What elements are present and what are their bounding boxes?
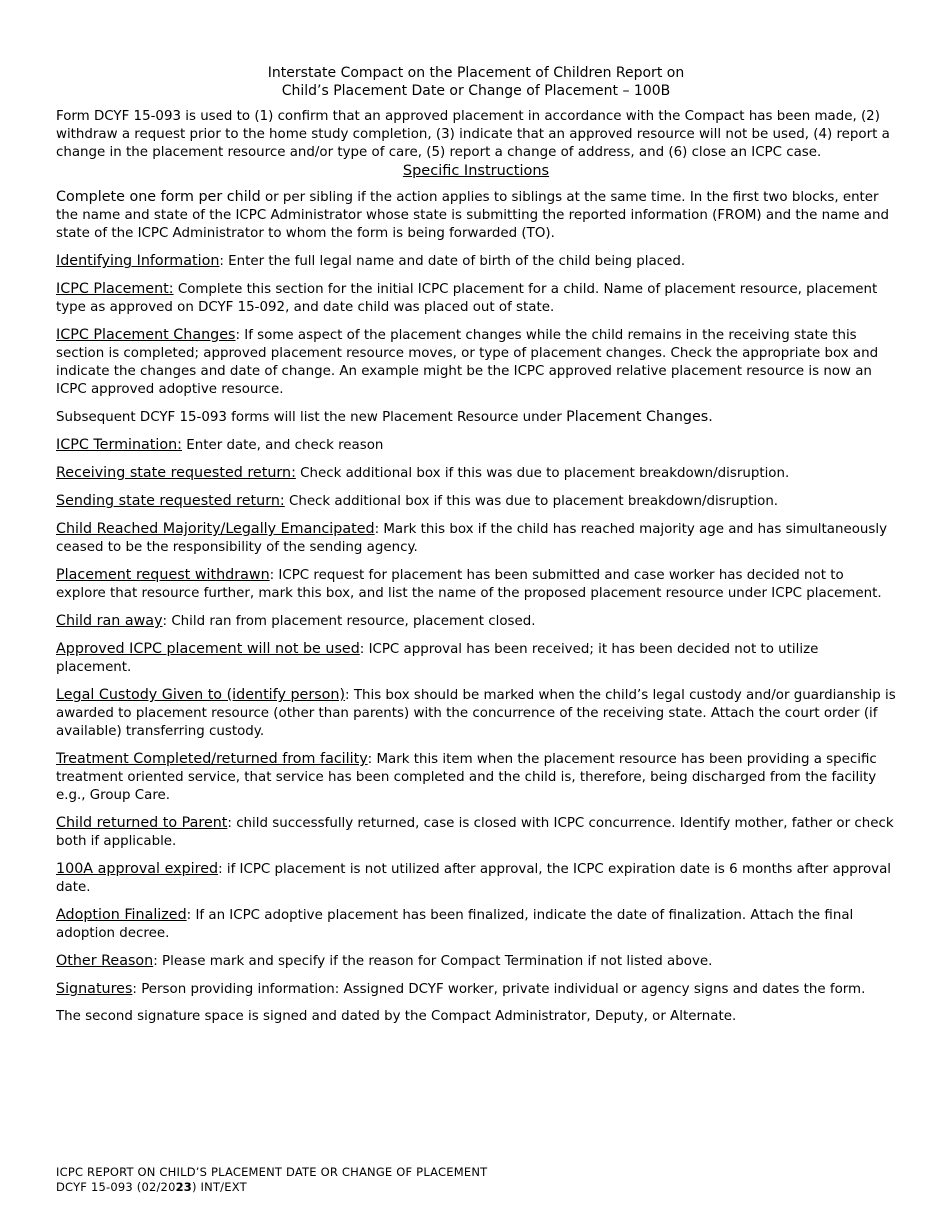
instruction-text: Mark this item when the placement resource has been providing a specific treatment oriented service, that service has been completed and the child is, therefore, being discharged from the facility e.g., Group Care.: [56, 752, 877, 803]
footer-number-pre: DCYF 15-093 (02/20: [56, 1180, 176, 1194]
instruction-item: [56, 906, 896, 943]
instruction-sep: :: [374, 522, 384, 537]
instruction-term: Sending state requested return:: [56, 493, 285, 509]
instruction-term: 100A approval expired: [56, 861, 219, 877]
instruction-item: [56, 280, 896, 317]
instruction-item: [56, 952, 896, 971]
instruction-sep: :: [186, 908, 196, 923]
instruction-term: ICPC Termination:: [56, 437, 182, 453]
instruction-item: [56, 860, 896, 897]
title-line-1: Interstate Compact on the Placement of Children Report on: [267, 65, 685, 81]
instruction-text: Person providing information: Assigned DCYF worker, private individual or agency signs and dates the form.: [141, 982, 866, 997]
subsequent-text: Subsequent DCYF 15-093 forms will list the new Placement Resource under: [56, 410, 567, 425]
instruction-text: This box should be marked when the child’s legal custody and/or guardianship is awarded to placement resource (other than parents) with the concurrence of the receiving state. Attach the court order (if available) transferring custody.: [56, 688, 896, 739]
instruction-item: [56, 436, 896, 455]
instruction-sep: :: [218, 862, 227, 877]
instructions-page: [56, 64, 896, 1035]
instruction-list-1: [56, 252, 896, 399]
complete-lead: Complete one form per child: [56, 189, 261, 205]
instruction-item: [56, 750, 896, 805]
instruction-item: [56, 640, 896, 677]
section-heading: [56, 162, 896, 180]
instruction-sep: :: [367, 752, 377, 767]
instruction-item: [56, 492, 896, 511]
instruction-term: ICPC Placement Changes: [56, 327, 236, 343]
instruction-sep: :: [162, 614, 172, 629]
instruction-sep: :: [269, 568, 279, 583]
instruction-text: Enter date, and check reason: [186, 438, 384, 453]
instruction-text: Enter the full legal name and date of birth of the child being placed.: [228, 254, 686, 269]
instruction-sep: :: [345, 688, 354, 703]
instruction-term: Other Reason: [56, 953, 154, 969]
footer-form-title: ICPC REPORT ON CHILD’S PLACEMENT DATE OR CHANGE OF PLACEMENT: [56, 1165, 488, 1179]
instruction-term: ICPC Placement:: [56, 281, 174, 297]
instruction-term: Placement request withdrawn: [56, 567, 270, 583]
section-heading-text: Specific Instructions: [402, 163, 550, 179]
instruction-sep: :: [153, 954, 163, 969]
instruction-item: [56, 326, 896, 399]
instruction-text: ICPC approval has been received; it has been decided not to utilize placement.: [56, 642, 819, 675]
instruction-term: Child ran away: [56, 613, 163, 629]
closing-paragraph: The second signature space is signed and dated by the Compact Administrator, Deputy, or Alternate.: [56, 1009, 737, 1024]
instruction-sep: :: [219, 254, 229, 269]
instruction-sep: :: [132, 982, 142, 997]
complete-one-form-paragraph: [56, 188, 896, 243]
instruction-term: Approved ICPC placement will not be used: [56, 641, 360, 657]
subsequent-tail: Placement Changes.: [566, 409, 713, 425]
instruction-term: Receiving state requested return:: [56, 465, 296, 481]
instruction-text: Please mark and specify if the reason for Compact Termination if not listed above.: [162, 954, 713, 969]
subsequent-forms-paragraph: [56, 408, 896, 427]
instruction-item: [56, 686, 896, 741]
instruction-list-2: [56, 436, 896, 999]
instruction-item: [56, 612, 896, 631]
instruction-text: Mark this box if the child has reached majority age and has simultaneously ceased to be the responsibility of the sending agency.: [56, 522, 888, 555]
instruction-term: Child Reached Majority/Legally Emancipated: [56, 521, 375, 537]
instruction-item: [56, 520, 896, 557]
footer-number-post: ) INT/EXT: [192, 1180, 247, 1194]
instruction-term: Child returned to Parent: [56, 815, 228, 831]
footer-number-year: 23: [175, 1180, 193, 1194]
complete-text: or per sibling if the action applies to siblings at the same time. In the first two blocks, enter the name and state of the ICPC Administrator whose state is submitting the reported information (FROM) and the name and state of the ICPC Administrator to whom the form is being forwarded (TO).: [56, 190, 890, 241]
instruction-term: Legal Custody Given to (identify person): [56, 687, 346, 703]
instruction-term: Adoption Finalized: [56, 907, 187, 923]
page-footer: [56, 1165, 487, 1195]
instruction-text: Check additional box if this was due to placement breakdown/disruption.: [288, 494, 779, 509]
instruction-text: if ICPC placement is not utilized after approval, the ICPC expiration date is 6 months after approval date.: [56, 862, 892, 895]
instruction-text: ICPC request for placement has been submitted and case worker has decided not to explore that resource further, mark this box, and list the name of the proposed placement resource under ICPC placement.: [56, 568, 882, 601]
instruction-item: [56, 464, 896, 483]
instruction-item: [56, 814, 896, 851]
instruction-text: Complete this section for the initial ICPC placement for a child. Name of placement resource, placement type as approved on DCYF 15-092, and date child was placed out of state.: [56, 282, 878, 315]
instruction-sep: :: [235, 328, 245, 343]
instruction-term: Signatures: [56, 981, 133, 997]
instruction-item: [56, 980, 896, 999]
instruction-text: Check additional box if this was due to placement breakdown/disruption.: [300, 466, 790, 481]
instruction-item: [56, 252, 896, 271]
instruction-term: Identifying Information: [56, 253, 220, 269]
instruction-text: Child ran from placement resource, placement closed.: [171, 614, 536, 629]
title-line-2: Child’s Placement Date or Change of Placement – 100B: [281, 83, 671, 99]
instruction-sep: :: [227, 816, 237, 831]
instruction-text: If some aspect of the placement changes while the child remains in the receiving state this section is completed; approved placement resource moves, or type of placement changes. Check the appropriate box and indicate the changes and date of change. An example might be the ICPC approved relative placement resource is now an ICPC approved adoptive resource.: [56, 328, 879, 397]
intro-paragraph: Form DCYF 15-093 is used to (1) confirm that an approved placement in accordance with the Compact has been made, (2) withdraw a request prior to the home study completion, (3) indicate that an approved resource will not be used, (4) report a change in the placement resource and/or type of care, (5) report a change of address, and (6) close an ICPC case.: [56, 109, 890, 160]
instruction-text: child successfully returned, case is closed with ICPC concurrence. Identify mother, father or check both if applicable.: [56, 816, 894, 849]
instruction-term: Treatment Completed/returned from facility: [56, 751, 368, 767]
instruction-item: [56, 566, 896, 603]
footer-form-number: [56, 1180, 487, 1195]
instruction-sep: :: [359, 642, 369, 657]
page-title: [56, 64, 896, 100]
instruction-text: If an ICPC adoptive placement has been finalized, indicate the date of finalization. Attach the final adoption decree.: [56, 908, 854, 941]
